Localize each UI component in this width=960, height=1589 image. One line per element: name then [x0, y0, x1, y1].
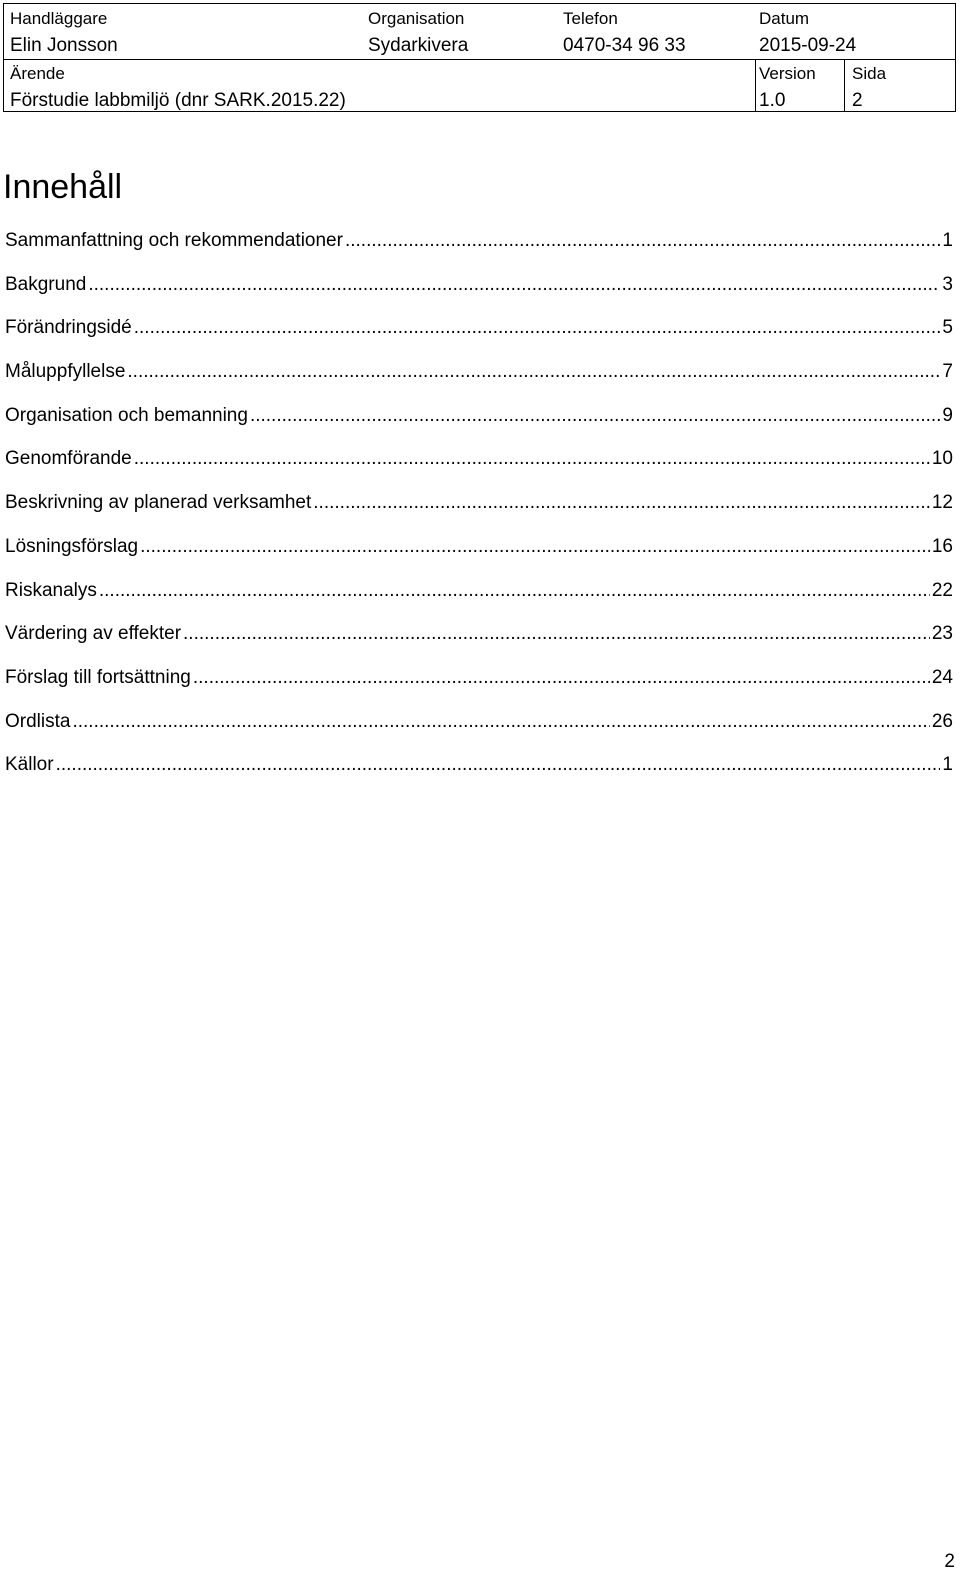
version-label: Version [759, 64, 816, 83]
sida-value: 2 [852, 90, 863, 111]
toc-entry-title: Bakgrund [5, 273, 87, 295]
handlaggare-label: Handläggare [10, 9, 108, 28]
toc-entry[interactable] [5, 317, 953, 361]
toc-entry[interactable] [5, 230, 953, 274]
toc-entry-title: Sammanfattning och rekommendationer [5, 230, 343, 251]
toc-entry-page: 3 [942, 273, 953, 295]
toc-entry-title: Förändringsidé [5, 317, 132, 339]
organisation-label: Organisation [368, 9, 465, 28]
toc-dot-leader [88, 274, 940, 296]
toc-entry-page: 23 [931, 623, 953, 645]
toc-entry-page: 26 [931, 710, 953, 732]
toc-entry[interactable] [5, 667, 953, 711]
toc-dot-leader [99, 580, 930, 602]
toc-dot-leader [250, 405, 940, 427]
toc-entry-title: Förslag till fortsättning [5, 666, 191, 688]
header-column-divider-sida [844, 59, 845, 111]
toc-entry-page: 5 [942, 317, 953, 339]
organisation-value: Sydarkivera [368, 35, 469, 56]
version-value: 1.0 [759, 90, 786, 111]
sida-label: Sida [852, 64, 887, 83]
toc-entry[interactable] [5, 274, 953, 318]
toc-entry-page: 1 [942, 754, 953, 776]
toc-entry[interactable] [5, 536, 953, 580]
toc-entry-page: 7 [942, 361, 953, 383]
toc-dot-leader [193, 667, 930, 689]
toc-dot-leader [345, 230, 940, 252]
footer-page-number: 2 [944, 1551, 955, 1572]
toc-entry[interactable] [5, 623, 953, 667]
toc-entry-title: Riskanalys [5, 579, 97, 601]
toc-dot-leader [56, 754, 941, 776]
toc-entry[interactable] [5, 448, 953, 492]
toc-entry-page: 16 [931, 535, 953, 557]
document-header-table [3, 3, 956, 112]
toc-entry-page: 1 [942, 230, 953, 251]
sida-cell [852, 65, 886, 110]
header-row-divider [4, 59, 955, 60]
toc-entry-page: 24 [931, 666, 953, 688]
handlaggare-cell [10, 10, 118, 55]
datum-label: Datum [759, 9, 810, 28]
toc-entry-title: Källor [5, 754, 54, 776]
toc-dot-leader [127, 361, 940, 383]
toc-dot-leader [313, 492, 930, 514]
toc-dot-leader [134, 317, 941, 339]
toc-entry-title: Lösningsförslag [5, 535, 139, 557]
toc-entry-page: 12 [931, 492, 953, 514]
toc-entry-title: Beskrivning av planerad verksamhet [5, 492, 312, 514]
arende-value: Förstudie labbmiljö (dnr SARK.2015.22) [10, 90, 346, 111]
toc-entry[interactable] [5, 492, 953, 536]
arende-label: Ärende [10, 64, 65, 83]
toc-entry[interactable] [5, 361, 953, 405]
telefon-cell [563, 10, 686, 55]
datum-cell [759, 10, 856, 55]
telefon-value: 0470-34 96 33 [563, 35, 686, 56]
toc-entry[interactable] [5, 754, 953, 798]
toc-entry-page: 9 [942, 404, 953, 426]
handlaggare-value: Elin Jonsson [10, 35, 118, 56]
arende-cell [10, 65, 346, 110]
toc-entry-title: Värdering av effekter [5, 623, 182, 645]
toc-entry-title: Organisation och bemanning [5, 404, 248, 426]
table-of-contents [5, 230, 953, 798]
header-column-divider-version [755, 59, 756, 111]
toc-entry[interactable] [5, 580, 953, 624]
toc-entry-title: Måluppfyllelse [5, 361, 126, 383]
toc-entry-page: 10 [931, 448, 953, 470]
toc-entry-title: Genomförande [5, 448, 132, 470]
toc-entry-title: Ordlista [5, 710, 71, 732]
toc-dot-leader [72, 711, 929, 733]
toc-entry[interactable] [5, 405, 953, 449]
toc-title: Innehåll [3, 168, 123, 206]
organisation-cell [368, 10, 468, 55]
toc-dot-leader [183, 623, 930, 645]
toc-dot-leader [134, 448, 930, 470]
version-cell [759, 65, 816, 110]
toc-dot-leader [140, 536, 930, 558]
toc-entry-page: 22 [931, 579, 953, 601]
datum-value: 2015-09-24 [759, 35, 857, 56]
toc-entry[interactable] [5, 711, 953, 755]
telefon-label: Telefon [563, 9, 618, 28]
